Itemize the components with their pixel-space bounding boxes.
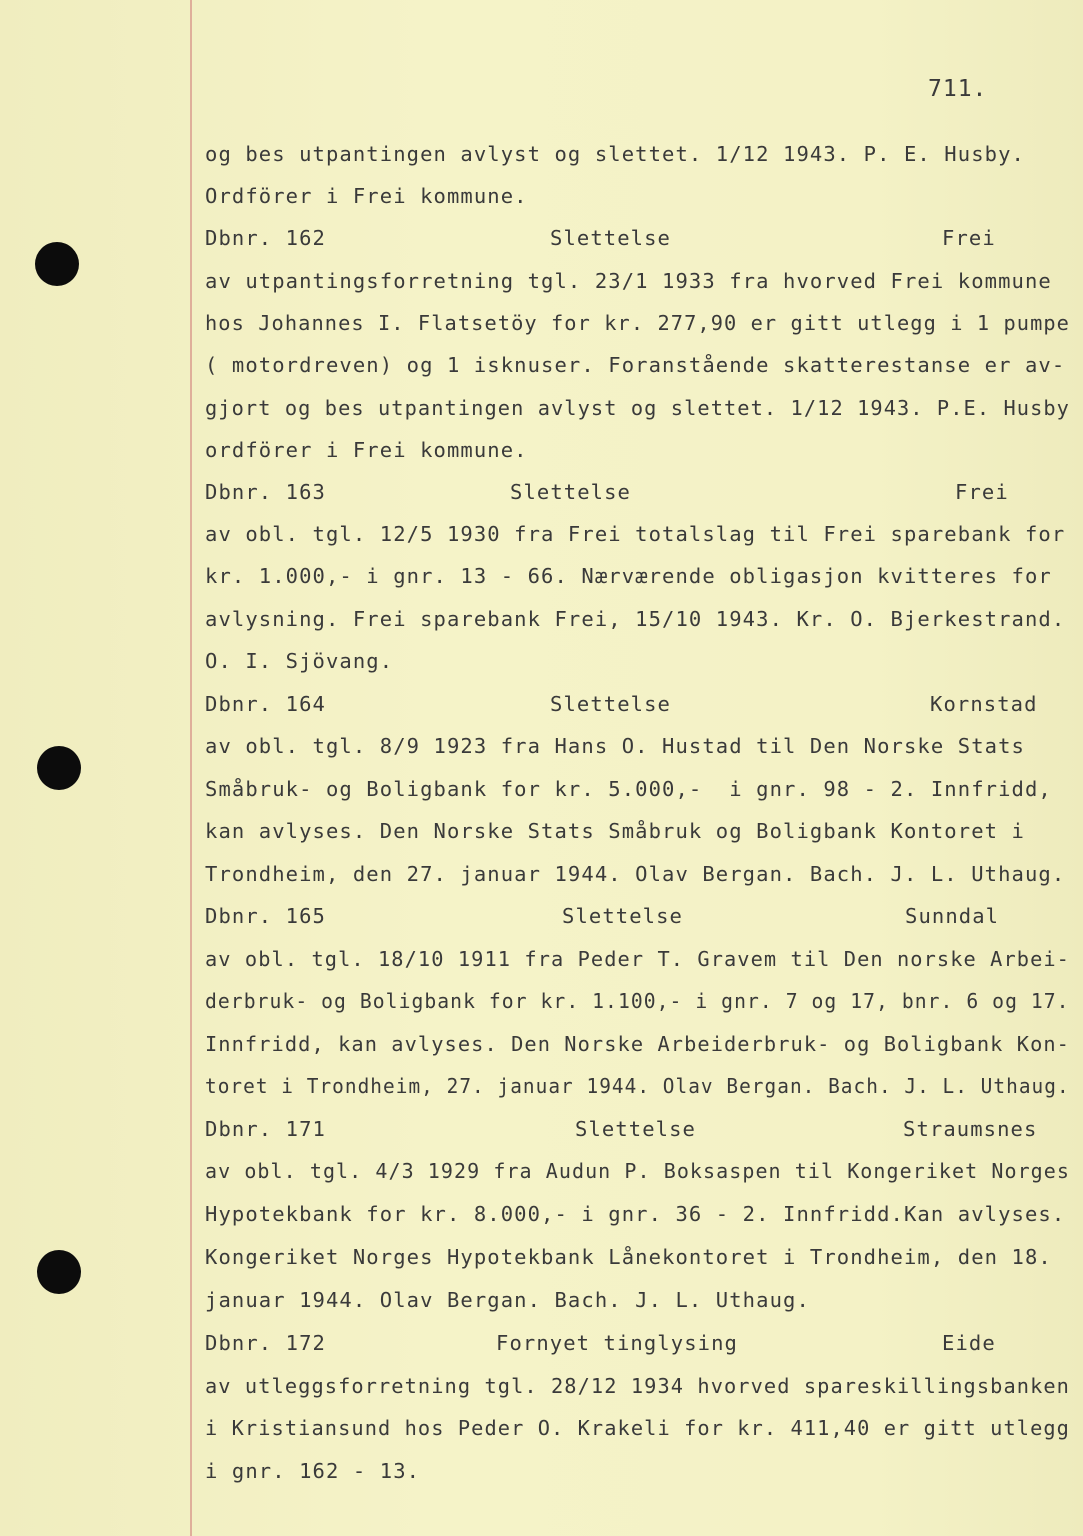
entry-line: av obl. tgl. 4/3 1929 fra Audun P. Boksaspen til Kongeriket Norges: [205, 1159, 1071, 1183]
entry-place: Straumsnes: [903, 1117, 1038, 1141]
entry-place: Frei: [955, 480, 1009, 504]
entry-line: kan avlyses. Den Norske Stats Småbruk og Boligbank Kontoret i: [205, 819, 1025, 843]
body-line: og bes utpantingen avlyst og slettet. 1/12 1943. P. E. Husby.: [205, 142, 1025, 166]
entry-type: Slettelse: [550, 226, 671, 250]
entry-line: av utleggsforretning tgl. 28/12 1934 hvorved spareskillingsbanken: [205, 1374, 1070, 1398]
entry-line: i gnr. 162 - 13.: [205, 1459, 421, 1483]
body-line: Ordförer i Frei kommune.: [205, 184, 528, 208]
entry-line: hos Johannes I. Flatsetöy for kr. 277,90 er gitt utlegg i 1 pumpe: [205, 311, 1070, 335]
entry-dbnr: Dbnr. 162: [205, 226, 326, 250]
punch-hole-bottom: [37, 1250, 81, 1294]
entry-place: Sunndal: [905, 904, 1000, 928]
entry-dbnr: Dbnr. 165: [205, 904, 326, 928]
entry-line: toret i Trondheim, 27. januar 1944. Olav Bergan. Bach. J. L. Uthaug.: [205, 1074, 1070, 1098]
entry-type: Slettelse: [575, 1117, 696, 1141]
entry-line: Trondheim, den 27. januar 1944. Olav Bergan. Bach. J. L. Uthaug.: [205, 862, 1066, 886]
entry-heading: [0, 1117, 1083, 1141]
entry-line: av utpantingsforretning tgl. 23/1 1933 fra hvorved Frei kommune: [205, 269, 1052, 293]
entry-place: Eide: [942, 1331, 996, 1355]
entry-line: gjort og bes utpantingen avlyst og slettet. 1/12 1943. P.E. Husby: [205, 396, 1070, 420]
entry-line: O. I. Sjövang.: [205, 649, 394, 673]
entry-line: ( motordreven) og 1 isknuser. Foranstående skatterestanse er av-: [205, 353, 1066, 377]
entry-line: av obl. tgl. 18/10 1911 fra Peder T. Gravem til Den norske Arbei-: [205, 947, 1070, 971]
entry-line: Innfridd, kan avlyses. Den Norske Arbeiderbruk- og Boligbank Kon-: [205, 1032, 1070, 1056]
entry-dbnr: Dbnr. 163: [205, 480, 326, 504]
entry-dbnr: Dbnr. 164: [205, 692, 326, 716]
entry-line: kr. 1.000,- i gnr. 13 - 66. Nærværende obligasjon kvitteres for: [205, 564, 1052, 588]
entry-line: Småbruk- og Boligbank for kr. 5.000,- i gnr. 98 - 2. Innfridd,: [205, 777, 1052, 801]
entry-line: avlysning. Frei sparebank Frei, 15/10 1943. Kr. O. Bjerkestrand.: [205, 607, 1066, 631]
entry-line: ordförer i Frei kommune.: [205, 438, 528, 462]
entry-type: Slettelse: [562, 904, 683, 928]
entry-heading: [0, 226, 1083, 250]
entry-type: Slettelse: [550, 692, 671, 716]
entry-heading: [0, 480, 1083, 504]
entry-line: derbruk- og Boligbank for kr. 1.100,- i gnr. 7 og 17, bnr. 6 og 17.: [205, 989, 1070, 1013]
entry-line: av obl. tgl. 12/5 1930 fra Frei totalslag til Frei sparebank for: [205, 522, 1066, 546]
entry-line: januar 1944. Olav Bergan. Bach. J. L. Uthaug.: [205, 1288, 810, 1312]
entry-heading: [0, 692, 1083, 716]
page-number: 711.: [928, 76, 988, 102]
entry-dbnr: Dbnr. 171: [205, 1117, 326, 1141]
entry-line: Hypotekbank for kr. 8.000,- i gnr. 36 - 2. Innfridd.Kan avlyses.: [205, 1202, 1066, 1226]
entry-type: Slettelse: [510, 480, 631, 504]
entry-type: Fornyet tinglysing: [496, 1331, 738, 1355]
entry-place: Kornstad: [930, 692, 1038, 716]
punch-hole-middle: [37, 746, 81, 790]
entry-line: av obl. tgl. 8/9 1923 fra Hans O. Hustad til Den Norske Stats: [205, 734, 1025, 758]
entry-line: i Kristiansund hos Peder O. Krakeli for kr. 411,40 er gitt utlegg: [205, 1416, 1070, 1440]
entry-place: Frei: [942, 226, 996, 250]
entry-line: Kongeriket Norges Hypotekbank Lånekontoret i Trondheim, den 18.: [205, 1245, 1052, 1269]
entry-dbnr: Dbnr. 172: [205, 1331, 326, 1355]
entry-heading: [0, 1331, 1083, 1355]
entry-heading: [0, 904, 1083, 928]
